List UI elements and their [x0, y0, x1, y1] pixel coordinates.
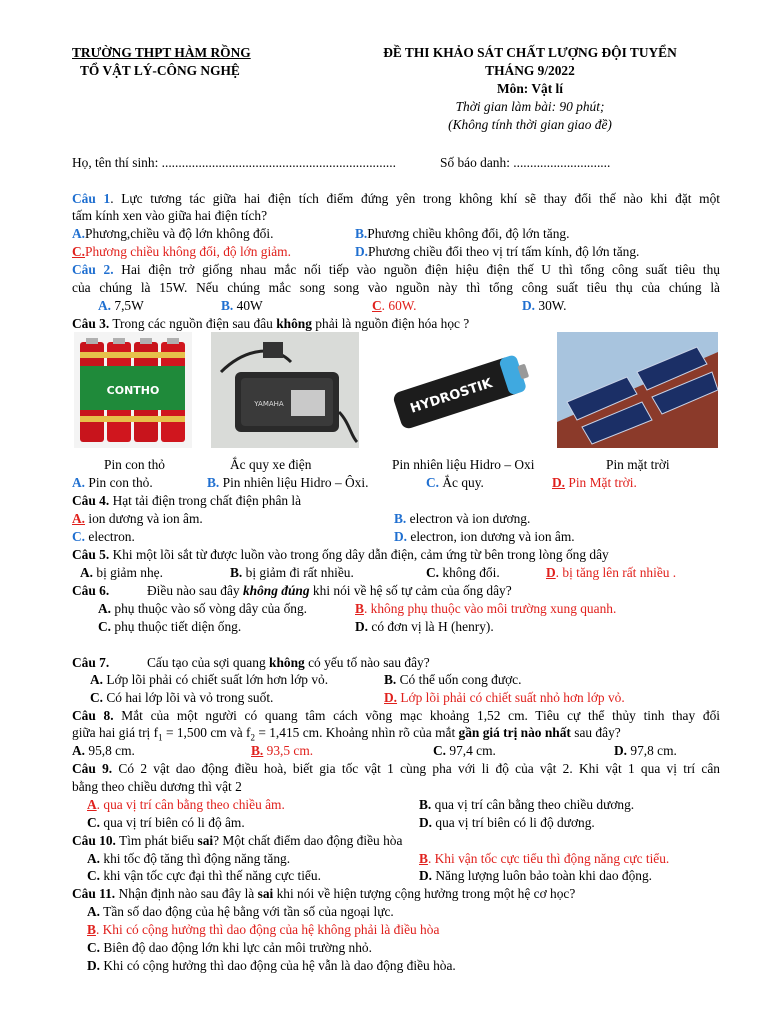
- q3-option-c: C. Ắc quy.: [426, 475, 484, 490]
- q2-option-b: B. 40W: [221, 298, 263, 313]
- question-8: Câu 8. Mắt của một người có quang tâm cách võng mạc khoảng 1,52 cm. Tiêu cự thể thủy tinh thay đổi: [72, 708, 720, 723]
- q8-option-a: A. 95,8 cm.: [72, 743, 135, 758]
- q5-option-c: C. không đổi.: [426, 565, 500, 580]
- exam-subject: Môn: Vật lí: [497, 81, 563, 96]
- caption-1: Pin con thỏ: [104, 457, 166, 472]
- question-5: Câu 5. Khi một lõi sắt từ được luồn vào trong ống dây dẫn điện, cảm ứng từ bên trong lòng ống dây: [72, 547, 609, 562]
- caption-2: Ắc quy xe điện: [230, 457, 312, 472]
- question-3: Câu 3. Trong các nguồn điện sau đâu không phải là nguồn điện hóa học ?: [72, 316, 470, 331]
- school-name: TRƯỜNG THPT HÀM RỒNG: [72, 45, 251, 60]
- q8-option-b: B. 93,5 cm.: [251, 743, 314, 758]
- q8-option-c: C. 97,4 cm.: [433, 743, 496, 758]
- q6-option-c: C. phụ thuộc tiết diện ống.: [98, 619, 242, 634]
- q11-option-b: B. Khi có cộng hưởng thì dao động của hệ không phải là điều hòa: [87, 922, 440, 937]
- question-7: Cấu tạo của sợi quang không có yếu tố nào sau đây?: [147, 655, 430, 670]
- q4-option-b: B. electron và ion dương.: [394, 511, 531, 526]
- q2-option-d: D. 30W.: [522, 298, 567, 313]
- q9-option-c: C. qua vị trí biên có li độ âm.: [87, 815, 245, 830]
- q2-option-a: A. 7,5W: [98, 298, 144, 313]
- q10-option-a: A. khi tốc độ tăng thì động năng tăng.: [87, 851, 291, 866]
- q7-option-d: D. Lớp lõi phải có chiết suất nhỏ hơn lớp vỏ.: [384, 690, 625, 705]
- q6-option-d: D. có đơn vị là H (henry).: [355, 619, 494, 634]
- question-7-label: Câu 7.: [72, 655, 110, 670]
- department-name: TỔ VẬT LÝ-CÔNG NGHỆ: [80, 63, 240, 78]
- q1-option-d: D.Phương chiều đổi theo vị trí tấm kính, độ lớn tăng.: [355, 244, 640, 259]
- q9-option-d: D. qua vị trí biên có li độ dương.: [419, 815, 595, 830]
- q7-option-a: A. Lớp lõi phải có chiết suất lớn hơn lớp vỏ.: [90, 672, 329, 687]
- battery-pack-image: [74, 332, 192, 448]
- q5-option-d: D. bị tăng lên rất nhiều .: [546, 565, 677, 580]
- question-9: Câu 9. Có 2 vật dao động điều hoà, biết gia tốc vật 1 cùng pha với li độ của vật 2. Khi vật 1 qua vị trí cân: [72, 761, 720, 776]
- exam-page: TRƯỜNG THPT HÀM RỒNG TỔ VẬT LÝ-CÔNG NGHỆ ĐỀ THI KHẢO SÁT CHẤT LƯỢNG ĐỘI TUYỂN THÁNG 9/2022 Môn: Vật lí Thời gian làm bài: 90 phút; (Không tính thời gian giao đề) Họ, tên thí sinh: ...................................................................... Số báo danh: ............................. Câu 1. Lực tương tác giữa hai điện tích điểm đứng yên trong không khí sẽ thay đổi thế nào khi đặt một tấm kính xen vào giữa hai điện tích? A.Phương,chiều và độ lớn không đổi. B.Phương chiều không đổi, độ lớn tăng. C.Phương chiều không đổi, độ lớn giảm. D.Phương chiều đổi theo vị trí tấm kính, độ lớn tăng. Câu 2. Hai điện trở giống nhau mắc nối tiếp vào nguồn điện hiệu điện thế U thì tổng công suất tiêu thụ của chúng là 15W. Nếu chúng mắc song song vào nguồn này thì tổng công suất tiêu thụ của chúng là A. 7,5W B. 40W C. 60W. D. 30W. Câu 3. Trong các nguồn điện sau đâu không phải là nguồn điện hóa học ? CONTHO YAMAHA HYDROSTIK Pin con thỏ Ắc quy xe điện Pin nhiên liệu Hidro – Oxi Pin mặt trời A. Pin con thỏ. B. Pin nhiên liệu Hidro – Ôxi. C. Ắc quy. D. Pin Mặt trời. Câu 4. Hạt tải điện trong chất điện phân là A. ion dương và ion âm. B. electron và ion dương. C. electron. D. electron, ion dương và ion âm. Câu 5. Khi một lõi sắt từ được luồn vào trong ống dây dẫn điện, cảm ứng từ bên trong lòng ống dây A. bị giảm nhẹ. B. bị giảm đi rất nhiều. C. không đổi. D. bị tăng lên rất nhiều . Câu 6. Điều nào sau đây không đúng khi nói về hệ số tự cảm của ống dây? A. phụ thuộc vào số vòng dây của ống. B. không phụ thuộc vào môi trường xung quanh. C. phụ thuộc tiết diện ống. D. có đơn vị là H (henry). Câu 7. Cấu tạo của sợi quang không có yếu tố nào sau đây? A. Lớp lõi phải có chiết suất lớn hơn lớp vỏ. B. Có thể uốn cong được. C. Có hai lớp lõi và vỏ trong suốt. D. Lớp lõi phải có chiết suất nhỏ hơn lớp vỏ. Câu 8. Mắt của một người có quang tâm cách võng mạc khoảng 1,52 cm. Tiêu cự thể thủy tinh thay đổi giữa hai giá trị $f_1 = 1,500$ cm và $f_2 = 1,415$ cm. Khoảng nhìn rõ của mắt gần giá trị nào nhất sau đây? A. 95,8 cm. B. 93,5 cm. C. 97,4 cm. D. 97,8 cm. Câu 9. Có 2 vật dao động điều hoà, biết gia tốc vật 1 cùng pha với li độ của vật 2. Khi vật 1 qua vị trí cân bằng theo chiều dương thì vật 2 A. qua vị trí cân bằng theo chiều âm. B. qua vị trí cân bằng theo chiều dương. C. qua vị trí biên có li độ âm. D. qua vị trí biên có li độ dương. Câu 10. Tìm phát biểu sai? Một chất điểm dao động điều hòa A. khi tốc độ tăng thì động năng tăng. B. Khi vận tốc cực tiểu thì động năng cực tiểu. C. khi vận tốc cực đại thì thế năng cực tiểu. D. Năng lượng luôn bảo toàn khi dao động. Câu 11. Nhận định nào sau đây là sai khi nói về hiện tượng cộng hưởng trong một hệ cơ học? A. Tần số dao động của hệ bằng với tần số của ngoại lực. B. Khi có cộng hưởng thì dao động của hệ không phải là điều hòa C. Biên độ dao động lớn khi lực cản môi trường nhỏ. D. Khi có cộng hưởng thì dao động của hệ vẫn là dao động điều hòa.: [72, 45, 720, 973]
- q5-option-b: B. bị giảm đi rất nhiều.: [230, 565, 354, 580]
- q3-option-d: D. Pin Mặt trời.: [552, 475, 637, 490]
- solar-panel-image: [557, 332, 718, 448]
- q4-option-d: D. electron, ion dương và ion âm.: [394, 529, 575, 544]
- q8-option-d: D. 97,8 cm.: [614, 743, 677, 758]
- q11-option-c: C. Biên độ dao động lớn khi lực cản môi trường nhỏ.: [87, 940, 372, 955]
- q7-option-b: B. Có thể uốn cong được.: [384, 672, 522, 687]
- q1-option-c: C.Phương chiều không đổi, độ lớn giảm.: [72, 244, 291, 259]
- q10-option-b: B. Khi vận tốc cực tiểu thì động năng cực tiểu.: [419, 851, 670, 866]
- exam-note: (Không tính thời gian giao đề): [448, 117, 612, 132]
- q11-option-a: A. Tần số dao động của hệ bằng với tần số của ngoại lực.: [87, 904, 394, 919]
- cell-brand-label: HYDROSTIK: [408, 376, 495, 417]
- q3-option-b: B. Pin nhiên liệu Hidro – Ôxi.: [207, 475, 369, 490]
- question-10: Câu 10. Tìm phát biểu sai? Một chất điểm dao động điều hòa: [72, 833, 403, 848]
- q1-option-a: A.Phương,chiều và độ lớn không đổi.: [72, 226, 274, 241]
- charger-brand-label: YAMAHA: [254, 400, 284, 408]
- q3-option-a: A. Pin con thỏ.: [72, 475, 153, 490]
- question-4: Câu 4. Hạt tải điện trong chất điện phân là: [72, 493, 302, 508]
- q10-option-d: D. Năng lượng luôn bảo toàn khi dao động.: [419, 868, 653, 883]
- question-2: Câu 2. Hai điện trở giống nhau mắc nối tiếp vào nguồn điện hiệu điện thế U thì tổng công suất tiêu thụ: [72, 262, 720, 277]
- caption-4: Pin mặt trời: [606, 457, 670, 472]
- exam-time: Thời gian làm bài: 90 phút;: [455, 99, 605, 114]
- question-1: Câu 1. Lực tương tác giữa hai điện tích điểm đứng yên trong không khí sẽ thay đổi thế nào khi đặt một: [72, 191, 720, 206]
- q9-option-a: A. qua vị trí cân bằng theo chiều âm.: [87, 797, 285, 812]
- student-name-field: Họ, tên thí sinh: ......................................................................: [72, 155, 396, 170]
- charger-image: [211, 332, 359, 448]
- caption-3: Pin nhiên liệu Hidro – Oxi: [392, 457, 535, 472]
- q1-option-b: B.Phương chiều không đổi, độ lớn tăng.: [355, 226, 570, 241]
- q7-option-c: C. Có hai lớp lõi và vỏ trong suốt.: [90, 690, 274, 705]
- exam-month: THÁNG 9/2022: [485, 63, 575, 78]
- question-11: Câu 11. Nhận định nào sau đây là sai khi nói về hiện tượng cộng hưởng trong một hệ cơ học?: [72, 886, 576, 901]
- q6-option-a: A. phụ thuộc vào số vòng dây của ống.: [98, 601, 308, 616]
- exam-title: ĐỀ THI KHẢO SÁT CHẤT LƯỢNG ĐỘI TUYỂN: [383, 45, 677, 60]
- q10-option-c: C. khi vận tốc cực đại thì thế năng cực tiểu.: [87, 868, 321, 883]
- q2-option-c: C. 60W.: [372, 298, 417, 313]
- battery-brand-label: CONTHO: [106, 384, 160, 397]
- question-6-label: Câu 6.: [72, 583, 110, 598]
- q6-option-b: B. không phụ thuộc vào môi trường xung quanh.: [355, 601, 617, 616]
- q4-option-a: A. ion dương và ion âm.: [72, 511, 203, 526]
- student-id-field: Số báo danh: .............................: [440, 155, 611, 170]
- hydrogen-cell-image: [388, 332, 538, 448]
- question-6: Điều nào sau đây không đúng khi nói về hệ số tự cảm của ống dây?: [147, 583, 512, 598]
- q5-option-a: A. bị giảm nhẹ.: [80, 565, 163, 580]
- q9-option-b: B. qua vị trí cân bằng theo chiều dương.: [419, 797, 635, 812]
- q11-option-d: D. Khi có cộng hưởng thì dao động của hệ vẫn là dao động điều hòa.: [87, 958, 456, 973]
- q4-option-c: C. electron.: [72, 529, 135, 544]
